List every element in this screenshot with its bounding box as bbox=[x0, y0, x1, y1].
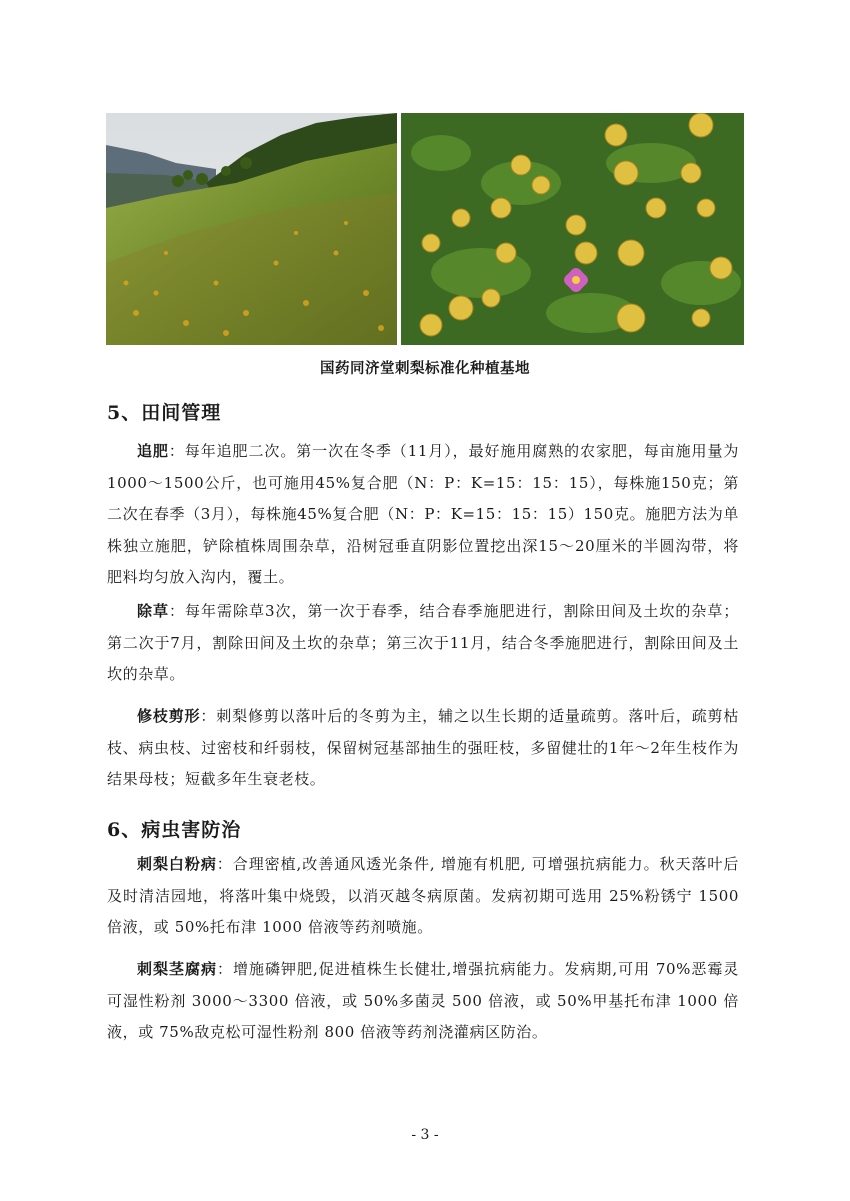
section-heading-pest-control: 6、病虫害防治 bbox=[107, 819, 242, 841]
paragraph-stem-rot bbox=[107, 954, 739, 1049]
paragraph-label: 修枝剪形 bbox=[137, 707, 201, 725]
paragraph-text: ：刺梨修剪以落叶后的冬剪为主，辅之以生长期的适量疏剪。落叶后，疏剪枯枝、病虫枝、过密枝和纤弱枝，保留树冠基部抽生的强旺枝，多留健壮的1年～2年生枝作为结果母枝；短截多年生衰老枝。 bbox=[107, 707, 740, 788]
paragraph-text: ：合理密植,改善通风透光条件, 增施有机肥, 可增强抗病能力。秋天落叶后及时清洁园地，将落叶集中烧毁，以消灭越冬病原菌。发病初期可选用 25%粉锈宁 1500 倍液，或 50%托布津 1000 倍液等药剂喷施。 bbox=[107, 855, 739, 936]
paragraph-label: 刺梨白粉病 bbox=[137, 855, 217, 873]
paragraph-text: ：每年需除草3次，第一次于春季，结合春季施肥进行，割除田间及土坎的杂草；第二次于7月，割除田间及土坎的杂草；第三次于11月，结合冬季施肥进行，割除田间及土坎的杂草。 bbox=[107, 602, 739, 683]
page-number: - 3 - bbox=[411, 1127, 439, 1143]
rosa-roxburghii-fruit-photo bbox=[401, 113, 744, 345]
paragraph-text: ：增施磷钾肥,促进植株生长健壮,增强抗病能力。发病期,可用 70%恶霉灵可湿性粉剂 3000～3300 倍液，或 50%多菌灵 500 倍液，或 50%甲基托布津 1000 倍液，或 75%敌克松可湿性粉剂 800 倍液等药剂浇灌病区防治。 bbox=[107, 960, 739, 1041]
paragraph-label: 除草 bbox=[137, 602, 169, 620]
paragraph-label: 刺梨茎腐病 bbox=[137, 960, 217, 978]
figure-caption: 国药同济堂刺梨标准化种植基地 bbox=[320, 360, 530, 377]
paragraph-text: ：每年追肥二次。第一次在冬季（11月），最好施用腐熟的农家肥，每亩施用量为1000～1500公斤，也可施用45%复合肥（N：P：K=15：15：15），每株施150克；第二次在春季（3月），每株施45%复合肥（N：P：K=15：15：15）150克。施肥方法为单株独立施肥，铲除植株周围杂草，沿树冠垂直阴影位置挖出深15～20厘米的半圆沟带，将肥料均匀放入沟内，覆土。 bbox=[107, 442, 740, 586]
paragraph-label: 追肥 bbox=[137, 442, 169, 460]
paragraph-pruning bbox=[107, 701, 739, 796]
photo-strip bbox=[106, 113, 744, 345]
paragraph-powdery-mildew bbox=[107, 849, 739, 944]
section-heading-field-management: 5、田间管理 bbox=[107, 402, 222, 424]
paragraph-weeding bbox=[107, 596, 739, 691]
hillside-plantation-photo bbox=[106, 113, 397, 345]
paragraph-fertilizing bbox=[107, 436, 739, 594]
